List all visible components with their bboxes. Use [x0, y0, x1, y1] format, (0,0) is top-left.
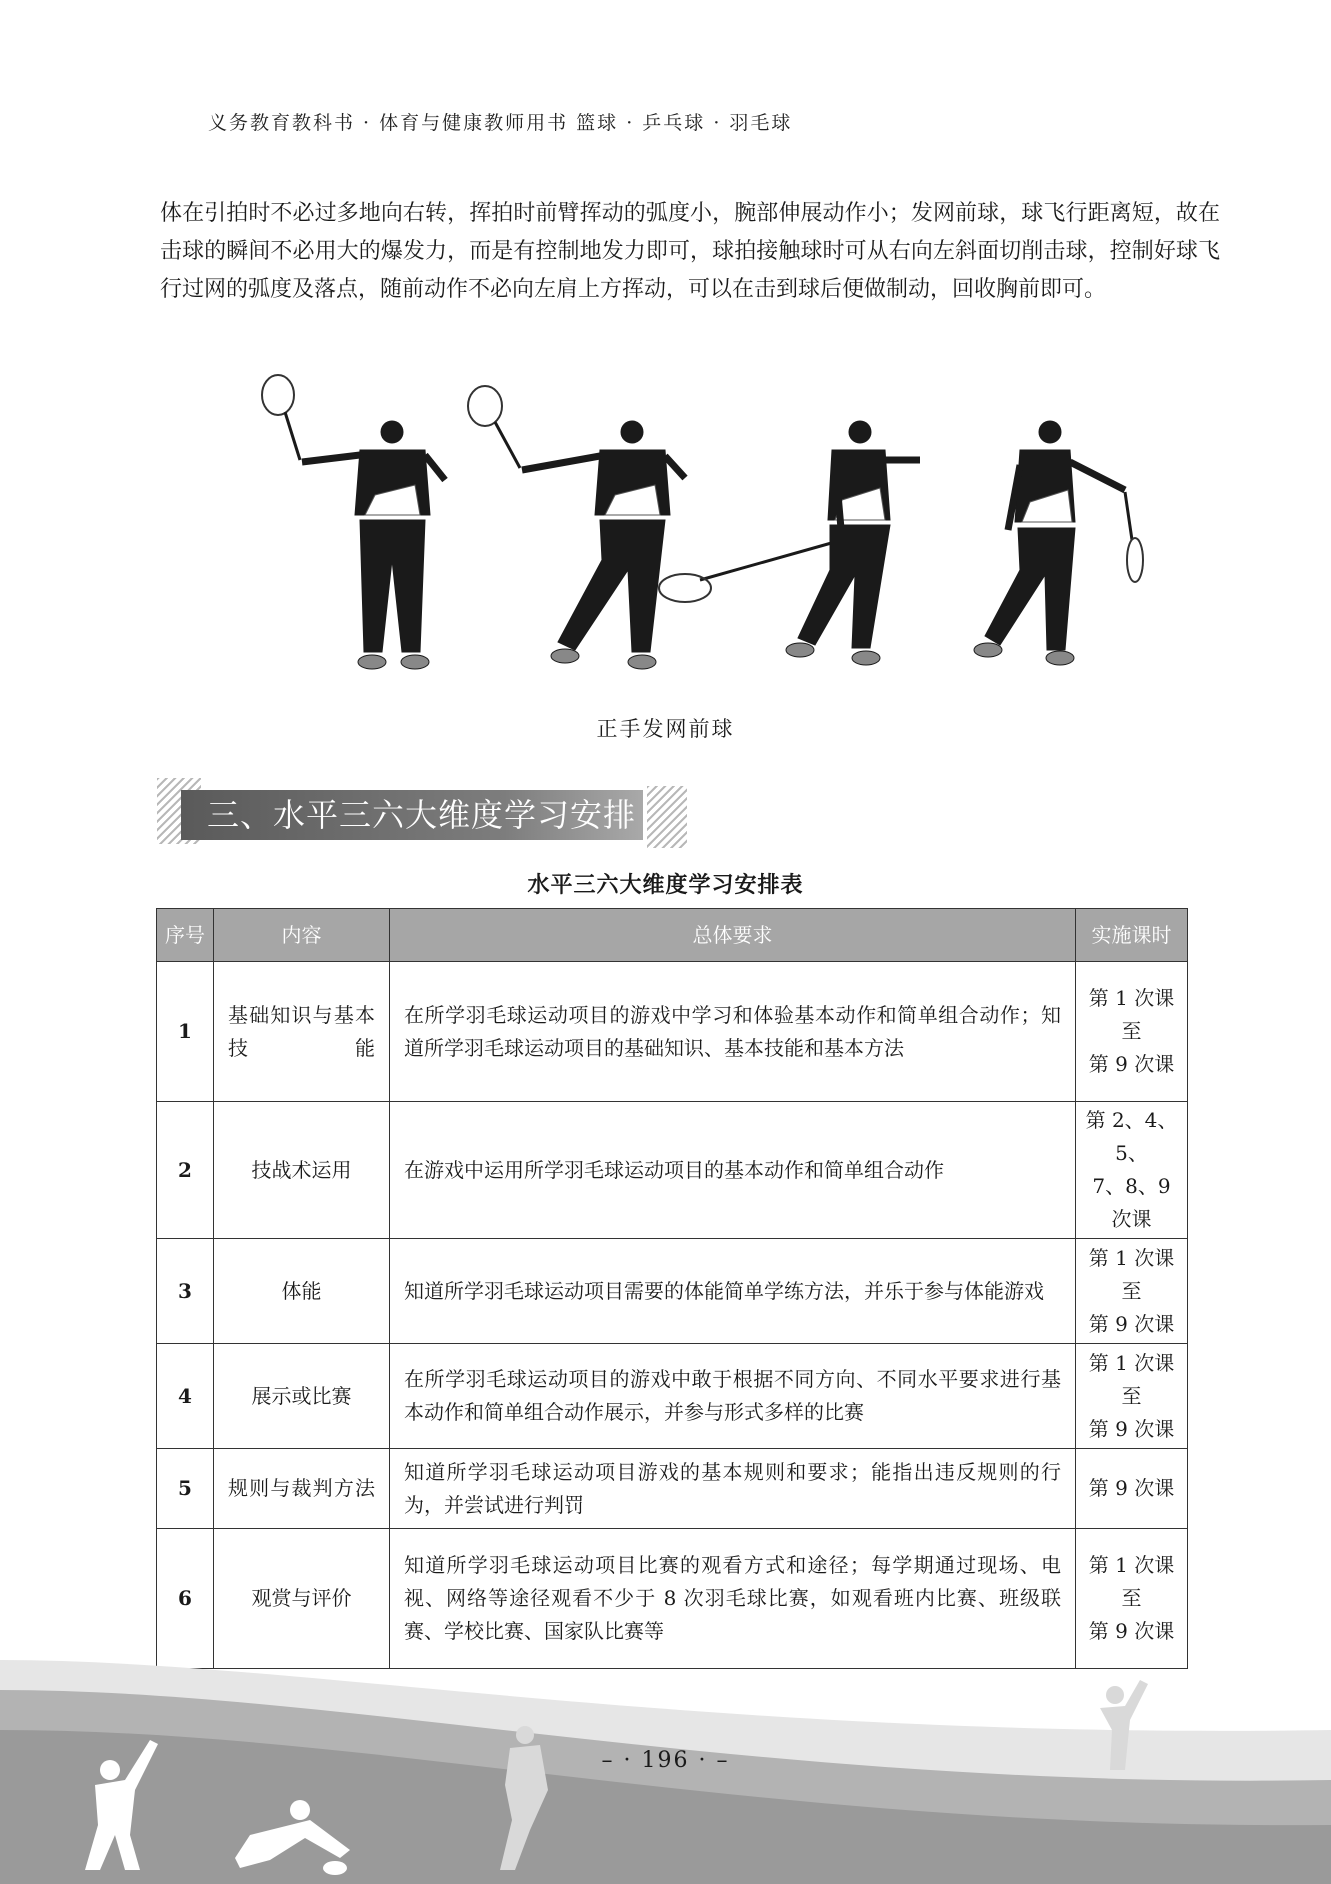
- page-number: – · 196 · –: [601, 1748, 730, 1773]
- table-title: 水平三六大维度学习安排表: [527, 873, 804, 898]
- header-requirement: 总体要求: [390, 909, 1076, 962]
- running-header: 义务教育教科书 · 体育与健康教师用书 篮球 · 乒乓球 · 羽毛球: [208, 112, 793, 134]
- row-no: 1: [157, 962, 214, 1102]
- period-line: 第 9 次课: [1088, 1476, 1175, 1500]
- period-line: 7、8、9 次课: [1092, 1174, 1171, 1231]
- period-line: 至: [1121, 1586, 1142, 1610]
- period-line: 至: [1121, 1278, 1142, 1303]
- period-line: 第 9 次课: [1088, 1416, 1175, 1441]
- table-row: [157, 1102, 1188, 1239]
- row-requirement: 知道所学羽毛球运动项目比赛的观看方式和途径；每学期通过现场、电视、网络等途径观看不少于 8 次羽毛球比赛，如观看班内比赛、班级联赛、学校比赛、国家队比赛等: [390, 1529, 1076, 1669]
- table-header-row: [157, 909, 1188, 962]
- row-period: [1076, 1449, 1188, 1529]
- row-dimension: 展示或比赛: [214, 1344, 390, 1449]
- row-requirement: 在游戏中运用所学羽毛球运动项目的基本动作和简单组合动作: [390, 1102, 1076, 1239]
- row-dimension: 观赏与评价: [214, 1529, 390, 1669]
- period-line: 第 1 次课: [1088, 1553, 1175, 1577]
- period-line: 第 9 次课: [1088, 1619, 1175, 1643]
- row-dimension: 体能: [214, 1239, 390, 1344]
- schedule-table: [156, 908, 1188, 1669]
- row-period: [1076, 1102, 1188, 1239]
- period-line: 第 9 次课: [1088, 1311, 1175, 1336]
- row-dimension: 技战术运用: [214, 1102, 390, 1239]
- table-row: [157, 962, 1188, 1102]
- row-dimension: 规则与裁判方法: [214, 1449, 390, 1529]
- period-line: 第 9 次课: [1088, 1052, 1175, 1076]
- table-row: [157, 1344, 1188, 1449]
- period-line: 第 1 次课: [1088, 1245, 1175, 1270]
- row-requirement: 在所学羽毛球运动项目的游戏中学习和体验基本动作和简单组合动作；知道所学羽毛球运动项目的基础知识、基本技能和基本方法: [390, 962, 1076, 1102]
- row-no: 4: [157, 1344, 214, 1449]
- serve-pose-2: [468, 386, 685, 669]
- period-line: 第 1 次课: [1088, 1350, 1175, 1375]
- period-line: 至: [1121, 1383, 1142, 1408]
- period-line: 第 2、4、5、: [1085, 1108, 1178, 1165]
- row-requirement: 知道所学羽毛球运动项目需要的体能简单学练方法，并乐于参与体能游戏: [390, 1239, 1076, 1344]
- serve-pose-1: [262, 375, 445, 669]
- period-line: 第 1 次课: [1088, 986, 1175, 1010]
- row-requirement: 知道所学羽毛球运动项目游戏的基本规则和要求；能指出违反规则的行为，并尝试进行判罚: [390, 1449, 1076, 1529]
- row-dimension: 基础知识与基本技能: [214, 962, 390, 1102]
- period-line: 至: [1121, 1019, 1142, 1043]
- row-no: 3: [157, 1239, 214, 1344]
- figure-caption: 正手发网前球: [596, 717, 735, 741]
- section-heading: [157, 778, 687, 848]
- row-no: 2: [157, 1102, 214, 1239]
- heading-hatch-right: [647, 786, 687, 848]
- serve-sequence-photos: [230, 370, 1150, 700]
- row-period: [1076, 962, 1188, 1102]
- body-paragraph: 体在引拍时不必过多地向右转，挥拍时前臂挥动的弧度小，腕部伸展动作小；发网前球，球飞行距离短，故在击球的瞬间不必用大的爆发力，而是有控制地发力即可，球拍接触球时可从右向左斜面切削击球，控制好球飞行过网的弧度及落点，随前动作不必向左肩上方挥动，可以在击到球后便做制动，回收胸前即可。: [160, 201, 1220, 302]
- header-period: 实施课时: [1076, 909, 1188, 962]
- row-no: 6: [157, 1529, 214, 1669]
- table-row: [157, 1449, 1188, 1529]
- header-dimension: 内容: [214, 909, 390, 962]
- table-row: [157, 1239, 1188, 1344]
- header-no: 序号: [157, 909, 214, 962]
- row-no: 5: [157, 1449, 214, 1529]
- serve-pose-4: [974, 421, 1143, 665]
- row-period: [1076, 1239, 1188, 1344]
- serve-pose-3: [659, 421, 920, 665]
- row-requirement: 在所学羽毛球运动项目的游戏中敢于根据不同方向、不同水平要求进行基本动作和简单组合动作展示，并参与形式多样的比赛: [390, 1344, 1076, 1449]
- section-heading-label: 三、水平三六大维度学习安排: [207, 796, 637, 834]
- row-period: [1076, 1344, 1188, 1449]
